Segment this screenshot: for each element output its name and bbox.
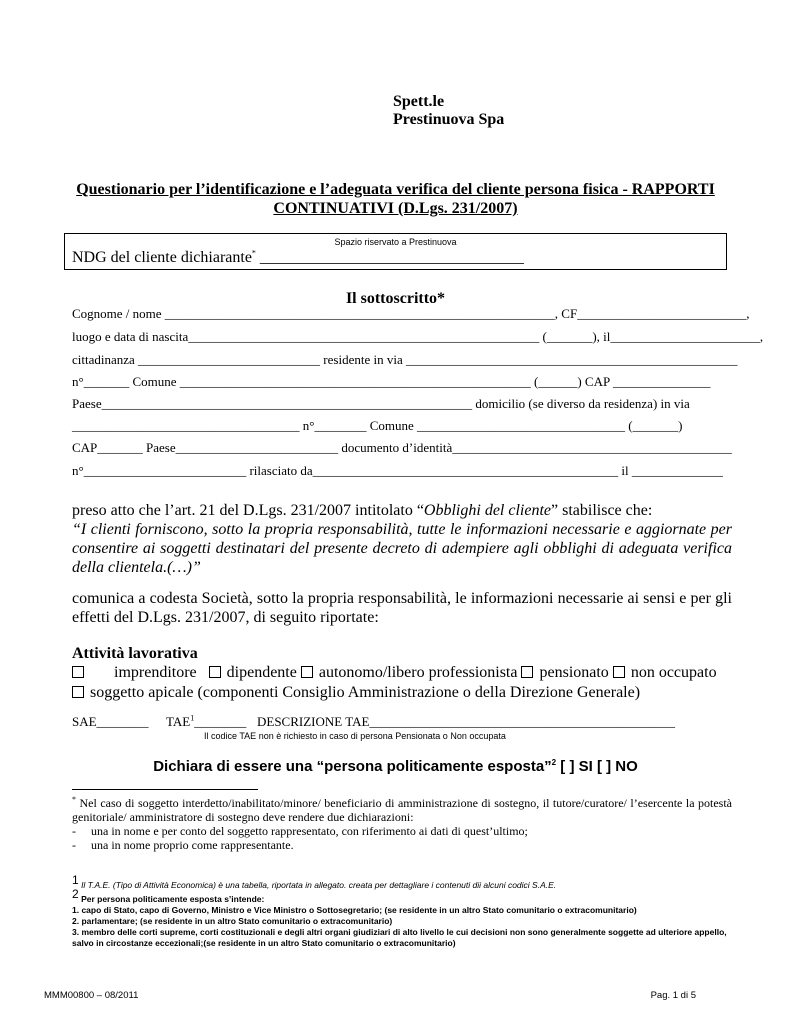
option-non-occupato[interactable]: non occupato (613, 664, 717, 681)
pep-definition-item: 3. membro delle corti supreme, corti costituzionali e degli altri organi giudiziari di alto livello le cui decisioni non sono generalmente soggette ad ulteriore appello, salvo in circostanze eccezionali;(se residente in un altro Stato comunitario o extracomunitario) (72, 926, 727, 948)
article-quote: “I clienti forniscono, sotto la propria responsabilità, tutte le informazioni necessarie e aggiornate per consentire ai soggetti destinatari del presente decreto di adempiere agli obblighi di adeguata verifica della clientela.(…)” (72, 521, 732, 576)
pep-definition-item: 2. parlamentare; (se residente in un altro Stato comunitario o extracomunitario) (72, 915, 393, 926)
option-pensionato[interactable]: pensionato (521, 664, 608, 681)
footnote-star: * Nel caso di soggetto interdetto/inabilitato/minore/ beneficiario di amministrazione di sostegno, il tutore/curatore/ l’esercente la potestà genitoriale/ amministratore di sostegno deve rendere due dichiarazioni: - una in nome e per conto del soggetto rappresentato, con riferimento ai dati di quest’ultimo; - una in nome proprio come rappresentante. (72, 795, 733, 852)
pep-definition-item: 1. capo di Stato, capo di Governo, Ministro e Vice Ministro o Sottosegretario; (se residente in un altro Stato comunitario o extracomunitario) (72, 904, 637, 915)
tae-footnote-mark: 1 (190, 713, 195, 723)
attivita-options-row1 (72, 663, 717, 682)
ndg-box (64, 233, 727, 270)
footnote-star-item: - una in nome proprio come rappresentante. (72, 838, 294, 852)
footnote-star-mark: * (72, 795, 76, 804)
ndg-footnote-mark: * (251, 248, 256, 258)
document-title-line1: Questionario per l’identificazione e l’adeguata verifica del cliente persona fisica - RAPPORTI (76, 181, 715, 198)
comunica-paragraph: comunica a codesta Società, sotto la propria responsabilità, le informazioni necessarie ai sensi e per gli effetti del D.Lgs. 231/2007, di seguito riportate: (72, 590, 732, 626)
checkbox-icon[interactable] (613, 666, 625, 678)
checkbox-icon[interactable] (301, 666, 313, 678)
field-row-domicilio-comune[interactable]: ___________________________________ n°________ Comune ________________________________ (_______) (72, 418, 683, 433)
field-row-comune[interactable]: n°_______ Comune ______________________________________________________ (______) CAP _______________ (72, 374, 711, 389)
addressee-salutation: Spett.le (393, 93, 445, 110)
field-row-documento[interactable]: CAP_______ Paese_________________________ documento d’identità___________________________________________ (72, 440, 732, 455)
option-soggetto-apicale[interactable]: soggetto apicale (componenti Consiglio Amministrazione o della Direzione Generale) (72, 683, 640, 702)
field-row-paese-domicilio[interactable]: Paese_________________________________________________________ domicilio (se diverso da residenza) in via (72, 396, 690, 411)
footnote-star-item: - una in nome e per conto del soggetto rappresentato, con riferimento ai dati di quest’ultimo; (72, 824, 528, 838)
footnote-separator (72, 789, 258, 790)
section-heading-sottoscritto: Il sottoscritto* (345, 290, 446, 307)
option-imprenditore[interactable]: imprenditore (72, 664, 197, 681)
footnote-1: $^1$ Il T.A.E. (Tipo di Attività Economica) è una tabella, riportata in allegato. creata per dettagliare i contenuti dii alcuni codici S.A.E. (72, 873, 557, 890)
ndg-input-line[interactable]: _________________________________ (259, 249, 524, 266)
field-row-cittadinanza[interactable]: cittadinanza ____________________________ residente in via ___________________________________________________ (72, 352, 738, 367)
reserved-space-label: Spazio riservato a Prestinuova (334, 237, 457, 247)
footnote-2: $^2$ Per persona politicamente esposta s’intende: 1. capo di Stato, capo di Governo, Ministro e Vice Ministro o Sottosegretario; (se residente in un altro Stato comunitario o extracomunitario) 2. parlamentare; (se residente in un altro Stato comunitario o extracomunitario) 3. membro delle corti supreme, corti costituzionali e degli altri organi giudiziari di alto livello le cui decisioni non sono generalmente soggette ad ulteriore appello, salvo in circostanze eccezionali;(se residente in un altro Stato comunitario o extracomunitario) (72, 887, 732, 949)
footer-doc-code: MMM00800 – 08/2011 (44, 990, 139, 1001)
descrizione-tae-field[interactable]: DESCRIZIONE TAE_______________________________________________ (257, 714, 675, 729)
field-row-nascita[interactable]: luogo e data di nascita______________________________________________________ (_______), il_______________________, (72, 329, 764, 344)
addressee-company: Prestinuova Spa (393, 111, 505, 128)
field-row-cognome[interactable]: Cognome / nome ____________________________________________________________, CF__________________________, (72, 306, 750, 321)
document-title-line2: CONTINUATIVI (D.Lgs. 231/2007) (273, 200, 518, 217)
ndg-label: NDG del cliente dichiarante (72, 249, 252, 266)
section-heading-attivita: Attività lavorativa (72, 645, 198, 662)
tae-field[interactable]: TAE$^1$________ (166, 713, 247, 729)
pep-declaration[interactable]: Dichiara di essere una “persona politicamente esposta”$^2$ [ ] SI [ ] NO (153, 758, 638, 775)
pep-footnote-mark: 2 (551, 758, 557, 767)
preso-atto-intro: preso atto che l’art. 21 del D.Lgs. 231/2007 intitolato “Obblighi del cliente” stabilisce che: (72, 502, 653, 519)
ndg-field[interactable] (72, 248, 524, 267)
sae-field[interactable]: SAE________ (72, 714, 149, 729)
checkbox-icon[interactable] (72, 686, 84, 698)
checkbox-icon[interactable] (521, 666, 533, 678)
field-row-rilascio[interactable]: n°_________________________ rilasciato da_______________________________________________ il ______________ (72, 463, 723, 478)
tae-note: Il codice TAE non è richiesto in caso di persona Pensionata o Non occupata (204, 731, 506, 741)
checkbox-icon[interactable] (209, 666, 221, 678)
option-autonomo[interactable]: autonomo/libero professionista (301, 664, 518, 681)
checkbox-icon[interactable] (72, 666, 84, 678)
footer-page-number: Pag. 1 di 5 (650, 990, 696, 1001)
option-dipendente[interactable]: dipendente (209, 664, 297, 681)
